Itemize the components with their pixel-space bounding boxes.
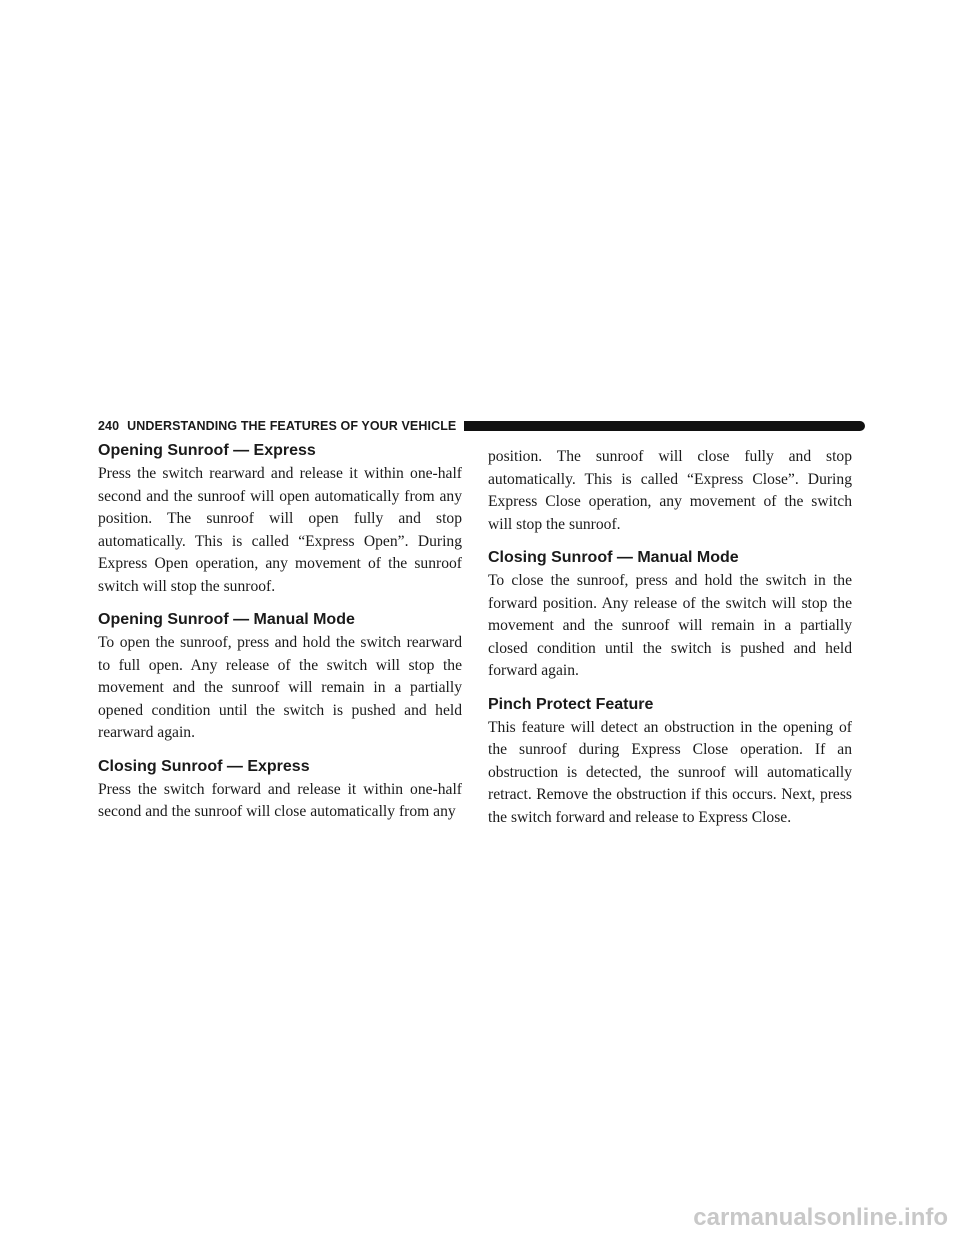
body-closing-express-part2: position. The sunroof will close fully and stop automatically. This is called “Express Close”. During Express Close operation, any movement of the switch will stop the sunroof. [488, 448, 852, 533]
page-header [98, 418, 865, 436]
body-closing-express-part1: Press the switch forward and release it within one-half second and the sunroof will close automatically from any [98, 780, 462, 820]
body-closing-manual: To close the sunroof, press and hold the switch in the forward position. Any release of the switch will stop the movement and the sunroof will remain in a partially closed condition until the switch is pushed and held forward again. [488, 572, 852, 679]
heading-opening-express: Opening Sunroof — Express [98, 442, 316, 459]
left-column [98, 440, 462, 835]
section-closing-express [98, 756, 462, 824]
chapter-title: UNDERSTANDING THE FEATURES OF YOUR VEHICLE [127, 419, 457, 433]
section-pinch-protect [488, 694, 852, 830]
heading-opening-manual: Opening Sunroof — Manual Mode [98, 611, 355, 628]
header-rule [464, 421, 865, 431]
right-column [488, 440, 852, 840]
body-opening-express: Press the switch rearward and release it within one-half second and the sunroof will open automatically from any position. The sunroof will open fully and stop automatically. This is called “Express Open”. During Express Open operation, any movement of the sunroof switch will stop the sunroof. [98, 465, 462, 595]
header-text [98, 419, 456, 433]
heading-closing-express: Closing Sunroof — Express [98, 757, 310, 775]
heading-pinch-protect: Pinch Protect Feature [488, 695, 654, 713]
body-opening-manual: To open the sunroof, press and hold the switch rearward to full open. Any release of the switch will stop the movement and the sunroof will remain in a partially opened condition until the switch is pushed and held rearward again. [98, 634, 462, 741]
section-opening-manual [98, 609, 462, 745]
section-opening-express [98, 440, 462, 598]
heading-closing-manual: Closing Sunroof — Manual Mode [488, 549, 739, 566]
watermark: carmanualsonline.info [693, 1204, 948, 1231]
section-closing-manual [488, 547, 852, 683]
body-pinch-protect: This feature will detect an obstruction in the opening of the sunroof during Express Close operation. If an obstruction is detected, the sunroof will automatically retract. Remove the obstruction if this occurs. Next, press the switch forward and release to Express Close. [488, 718, 852, 826]
page-number: 240 [98, 419, 120, 433]
